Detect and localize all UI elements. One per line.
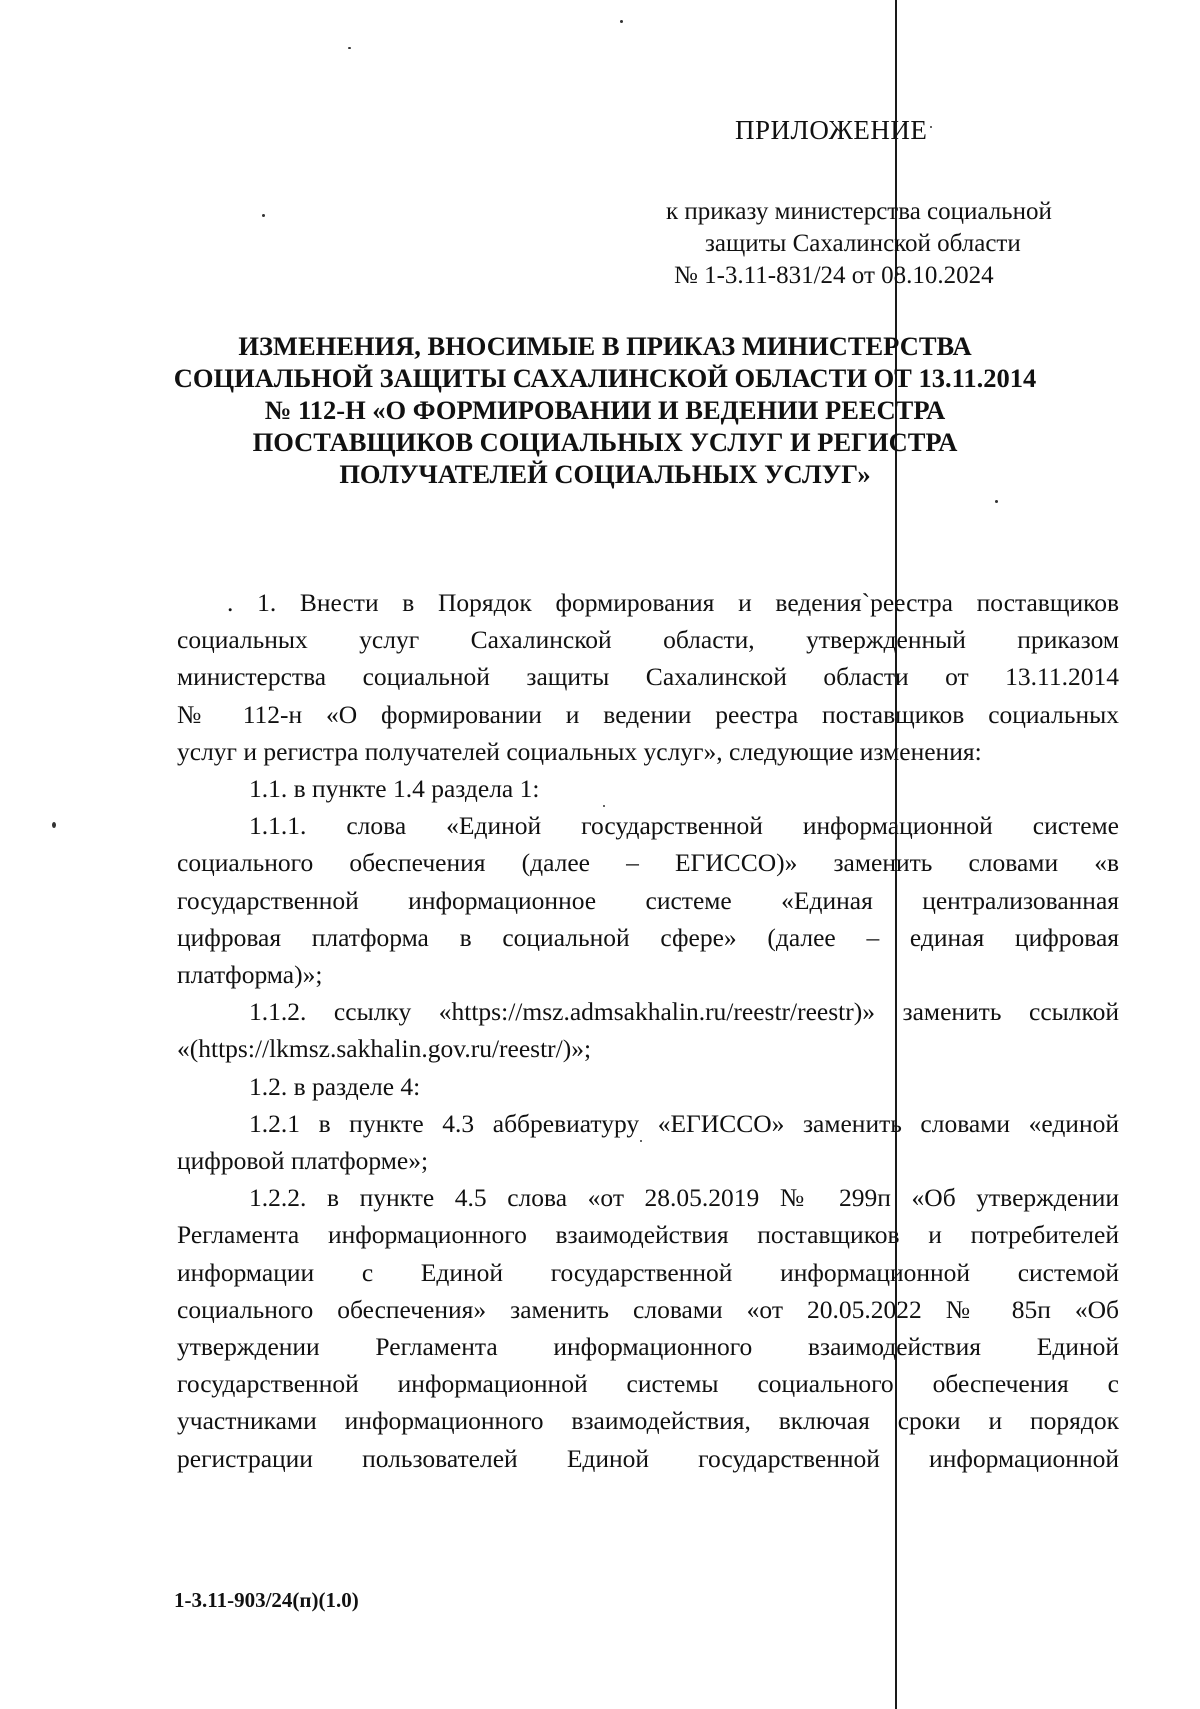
body-line: 1.1.1. слова «Единой государственной информационной системе [249, 811, 1119, 841]
body-line: утверждении Регламента информационного взаимодействия Единой [177, 1332, 1119, 1362]
paragraph-1-2-2 [177, 1179, 1119, 1477]
appendix-ref-line: защиты Сахалинской области [705, 230, 1021, 257]
body-line: 1.1.2. ссылку «https://msz.admsakhalin.ru/reestr/reestr)» заменить ссылкой [249, 997, 1119, 1027]
body-line: социального обеспечения (далее – ЕГИССО)» заменить словами «в [177, 848, 1119, 878]
paragraph-1-2-1 [177, 1105, 1119, 1179]
scan-speck [995, 500, 998, 503]
body-line: 1.2. в разделе 4: [249, 1071, 421, 1101]
body-line: регистрации пользователей Единой государственной информационной [177, 1443, 1119, 1473]
body-line: государственной информационное системе «Единая централизованная [177, 885, 1119, 915]
paragraph-1-1-1 [177, 807, 1119, 993]
body-line: 1.2.1 в пункте 4.3 аббревиатуру «ЕГИССО» заменить словами «единой [249, 1108, 1119, 1138]
body-line: услуг и регистра получателей социальных услуг», следующие изменения: [177, 736, 982, 766]
appendix-ref-line: к приказу министерства социальной [666, 198, 1052, 225]
document-body [177, 584, 1119, 1477]
body-line: информации с Единой государственной информационной системой [177, 1257, 1119, 1287]
scan-speck [348, 47, 351, 49]
paragraph-1-1 [177, 770, 1119, 807]
body-line: 1.1. в пункте 1.4 раздела 1: [249, 774, 540, 804]
appendix-title: ПРИЛОЖЕНИЕ [735, 115, 928, 145]
paragraph-1-2 [177, 1068, 1119, 1105]
body-line: «(https://lkmsz.sakhalin.gov.ru/reestr/)»; [177, 1034, 592, 1064]
heading-line: ПОЛУЧАТЕЛЕЙ СОЦИАЛЬНЫХ УСЛУГ» [339, 459, 871, 489]
body-line: социального обеспечения» заменить словами «от 20.05.2022 № 85п «Об [177, 1294, 1119, 1324]
body-line: Регламента информационного взаимодействия поставщиков и потребителей [177, 1220, 1119, 1250]
body-line: цифровой платформе»; [177, 1146, 429, 1176]
heading-line: № 112-Н «О ФОРМИРОВАНИИ И ВЕДЕНИИ РЕЕСТРА [264, 395, 946, 425]
heading-line: ИЗМЕНЕНИЯ, ВНОСИМЫЕ В ПРИКАЗ МИНИСТЕРСТВА [238, 331, 972, 361]
body-line: цифровая платформа в социальной сфере» (далее – единая цифровая [177, 922, 1119, 952]
heading-line: СОЦИАЛЬНОЙ ЗАЩИТЫ САХАЛИНСКОЙ ОБЛАСТИ ОТ 13.11.2014 [173, 363, 1037, 393]
body-line: министерства социальной защиты Сахалинской области от 13.11.2014 [177, 662, 1119, 692]
body-line: платформа)»; [177, 960, 323, 990]
paragraph-1-1-2 [177, 993, 1119, 1067]
appendix-ref-line: № 1-3.11-831/24 от 08.10.2024 [674, 262, 994, 289]
body-line: социальных услуг Сахалинской области, утвержденный приказом [177, 625, 1119, 655]
document-heading [150, 330, 1060, 490]
appendix-reference [610, 196, 1110, 292]
body-line: 1.2.2. в пункте 4.5 слова «от 28.05.2019 № 299п «Об утверждении [249, 1183, 1119, 1213]
document-code-footer: 1-3.11-903/24(п)(1.0) [174, 1588, 359, 1612]
body-line: участниками информационного взаимодействия, включая сроки и порядок [177, 1406, 1119, 1436]
body-line: государственной информационной системы социального обеспечения с [177, 1369, 1119, 1399]
scan-speck [262, 214, 265, 217]
heading-line: ПОСТАВЩИКОВ СОЦИАЛЬНЫХ УСЛУГ И РЕГИСТРА [252, 427, 958, 457]
scan-speck [930, 126, 932, 128]
paragraph-1 [177, 584, 1119, 770]
scan-speck [620, 20, 623, 23]
body-line: № 112-н «О формировании и ведении реестра поставщиков социальных [177, 699, 1119, 729]
scan-speck [52, 822, 56, 828]
body-line: . 1. Внести в Порядок формирования и ведения`реестра поставщиков [227, 588, 1119, 617]
